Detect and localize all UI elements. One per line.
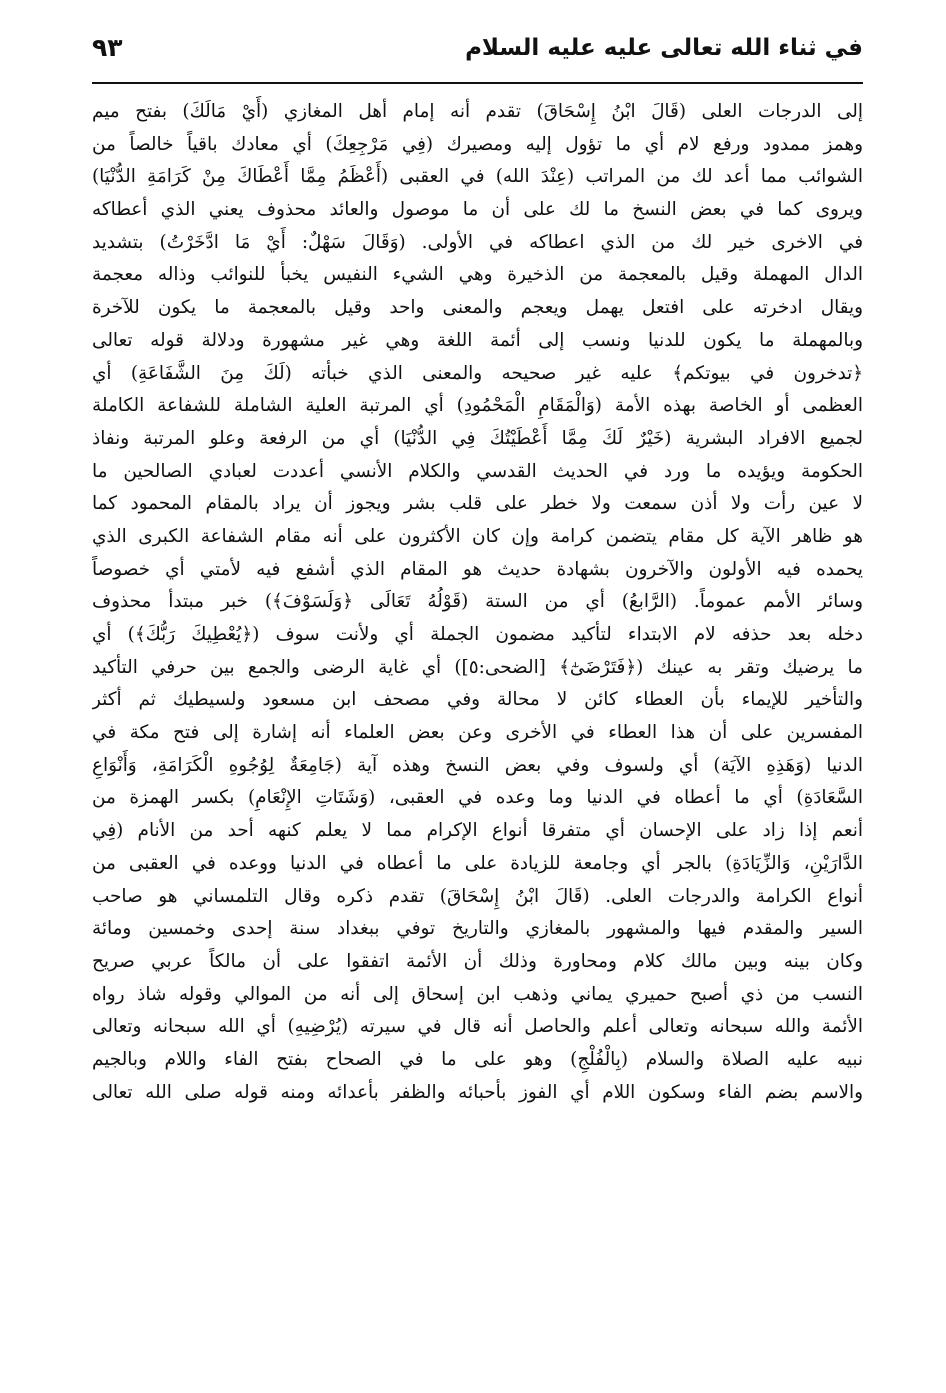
text-line: المفسرين على أن هذا العطاء في الأخرى وعن بعض العلماء أنه إشارة إلى فتح مكة في <box>92 722 863 744</box>
text-line: في الاخرى خير لك من الذي اعطاكه في الأولى. (وَقَالَ سَهْلٌ: أَيْ مَا ادَّخَرْتُ) بتشديد <box>92 231 863 253</box>
text-line: دخله بعد حذفه لام الابتداء لتأكيد مضمون الجملة أي ولأنت سوف (﴿يُعْطِيكَ رَبُّكَ﴾) أي <box>92 624 863 645</box>
text-line: وكان بينه وبين مالك كلام ومحاورة وذلك أن الأئمة اتفقوا على أن مالكاً عربي صريح <box>92 950 863 972</box>
running-title: في ثناء الله تعالى عليه عليه السلام <box>465 35 863 61</box>
text-line: والاسم بضم الفاء وسكون اللام أي الفوز بأحبائه والظفر بأعدائه ومنه قوله صلى الله تعالى <box>92 1081 863 1103</box>
text-line: لجميع الافراد البشرية (خَيْرٌ لَكَ مِمَّا أَعْطَيْتُكَ فِي الدُّنْيَا) أي من الرفعة وعلو المرتبة ونفاذ <box>92 427 863 449</box>
text-line: أنواع الكرامة والدرجات العلى. (قَالَ ابْنُ إِسْحَاقَ) تقدم ذكره وقال التلمساني هو صاحب <box>92 885 863 907</box>
text-line: وهمز ممدود ورفع لام أي ما تؤول إليه ومصيرك (فِي مَرْجِعِكَ) أي معادك باقياً خالصاً من <box>92 133 863 155</box>
text-line: الدَّارَيْنِ، وَالزِّيَادَةِ) بالجر أي وجامعة للزيادة على ما أعطاه في الدنيا ووعده في العقبى من <box>92 852 863 874</box>
text-line: ﴿تدخرون في بيوتكم﴾ عليه غير صحيحه والمعنى الذي خبأته (لَكَ مِنَ الشَّفَاعَةِ) أي <box>92 362 863 384</box>
text-line: السَّعَادَةِ) أي ما أعطاه في الدنيا وما وعده في العقبى، (وَشَتَاتِ الإِنْعَامِ) بكسر الهمزة من <box>92 787 863 809</box>
text-line: الحكومة ويؤيده ما ورد في الحديث القدسي والكلام الأنسي أعددت لعبادي الصالحين ما <box>92 460 863 482</box>
text-line: ما يرضيك وتقر به عينك (﴿فَتَرْضَىٰٓ﴾ [الضحى:٥]) أي غاية الرضى والجمع بين حرفي التأكيد <box>92 656 863 678</box>
text-line: ويروى كما في بعض النسخ ما لك على أن ما موصول والعائد محذوف يعني الذي أعطاكه <box>92 199 863 221</box>
text-line: لا عين رأت ولا أذن سمعت ولا خطر على قلب بشر ويجوز أن يراد بالمقام المحمود كما <box>92 493 863 515</box>
page-header <box>92 30 863 70</box>
text-line: السير والمقدم فيها والمشهور بالمغازي والتاريخ توفي ببغداد سنة إحدى وخمسين ومائة <box>92 918 863 940</box>
header-divider <box>92 82 863 84</box>
text-line: يحمده فيه الأولون والآخرون بشهادة حديث هو المقام الذي أشفع فيه لأمتي أي خصوصاً <box>92 558 863 580</box>
text-line: النسب من ذي أصبح حميري يماني وذهب ابن إسحاق إلى أنه من الموالي وقوله شاذ رواه <box>92 983 863 1005</box>
text-line: ويقال ادخرته على افتعل يهمل ويعجم والمعنى واحد وقيل بالمعجمة ما يكون للآخرة <box>92 297 863 319</box>
text-line: أنعم إذا زاد على الإحسان أي متفرقا أنواع الإكرام مما لا يعلم كنهه أحد من الأنام (فِي <box>92 820 863 842</box>
text-line: وسائر الأمم عموماً. (الرَّابعُ) أي من الستة (قَوْلُهُ تَعَالَى ﴿وَلَسَوْفَ﴾) خبر مبتدأ محذوف <box>92 591 863 613</box>
text-line: نبيه عليه الصلاة والسلام (بِالْفُلْجِ) وهو على ما في الصحاح بفتح الفاء واللام وبالجيم <box>92 1048 863 1070</box>
text-line: العظمى أو الخاصة بهذه الأمة (وَالْمَقَامِ الْمَحْمُودِ) أي المرتبة العلية الشاملة للشفاعة الكاملة <box>92 395 863 417</box>
text-line: إلى الدرجات العلى (قَالَ ابْنُ إِسْحَاقَ) تقدم أنه إمام أهل المغازي (أَيْ مَالَكَ) بفتح ميم <box>92 101 863 122</box>
text-line: الأئمة والله سبحانه وتعالى أعلم والحاصل أنه قال في سيرته (يُرْضِيهِ) أي الله سبحانه وتعالى <box>92 1016 863 1038</box>
text-line: وبالمهملة ما يكون للدنيا ونسب إلى أئمة اللغة وهي غير مشهورة ودلالة قوله تعالى <box>92 329 863 351</box>
text-line: الدال المهملة وقيل بالمعجمة من الذخيرة وهي الشيء النفيس يخبأ للنوائب وذاله معجمة <box>92 264 863 286</box>
text-line: والتأخير للإيماء بأن العطاء كائن لا محالة وفي مصحف ابن مسعود ولسيطيك ثم أكثر <box>92 689 863 711</box>
text-line: الشوائب مما أعد لك من المراتب (عِنْدَ الله) في العقبى (أَعْظَمُ مِمَّا أَعْطَاكَ مِنْ كَرَامَةِ الدُّنْيَا) <box>92 166 863 188</box>
text-line: الدنيا (وَهَذِهِ الآيَة) أي ولسوف وفي بعض النسخ وهذه آية (جَامِعَةٌ لِوُجُوهِ الْكَرَامَةِ، وَأَنْوَاعِ <box>92 754 863 776</box>
text-line: هو ظاهر الآية كل مقام يتضمن كرامة وإن كان الأكثرون على أنه مقام الشفاعة الكبرى الذي <box>92 525 863 547</box>
body-text <box>92 96 863 1109</box>
page-number: ٩٣ <box>92 33 123 62</box>
